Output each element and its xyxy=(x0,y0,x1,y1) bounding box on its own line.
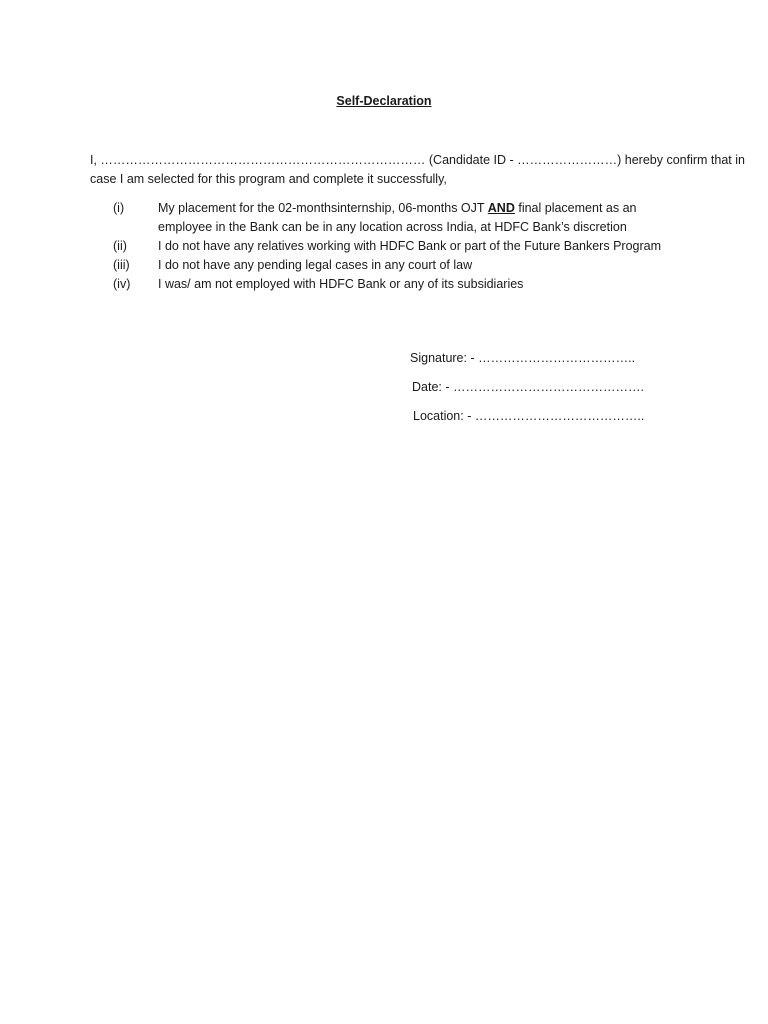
location-line: Location: - ………………………………….. xyxy=(413,409,645,423)
date-line: Date: - ………………………………………. xyxy=(412,380,644,394)
list-item-line-2: employee in the Bank can be in any location across India, at HDFC Bank’s discretion xyxy=(158,220,627,234)
emphasis-and: AND xyxy=(487,201,515,215)
list-item-number: (i) xyxy=(113,201,125,215)
list-item-number: (iii) xyxy=(113,258,130,272)
declaration-list xyxy=(113,199,713,294)
list-item-text: I do not have any relatives working with HDFC Bank or part of the Future Bankers Program xyxy=(158,239,662,253)
list-item-text-before: My placement for the 02-monthsinternship, 06-months OJT xyxy=(158,201,488,215)
intro-line-1: I, …………………………………………………………………… (Candidate ID - ……………………) hereby confirm that in xyxy=(90,153,745,167)
list-item-line xyxy=(158,199,713,218)
list-item xyxy=(113,256,713,275)
list-item-text xyxy=(158,199,713,237)
list-item-text: I do not have any pending legal cases in any court of law xyxy=(158,258,473,272)
list-item-text-after: final placement as an xyxy=(514,201,637,215)
intro-line-2: case I am selected for this program and complete it successfully, xyxy=(90,172,447,186)
declaration-intro xyxy=(90,151,745,189)
list-item-number: (iv) xyxy=(113,277,131,291)
signature-line: Signature: - ……………………………….. xyxy=(410,351,636,365)
list-item xyxy=(113,237,713,256)
list-item-number: (ii) xyxy=(113,239,127,253)
list-item xyxy=(113,275,713,294)
page-title: Self-Declaration xyxy=(336,94,432,108)
list-item-text: I was/ am not employed with HDFC Bank or any of its subsidiaries xyxy=(158,277,524,291)
list-item xyxy=(113,199,713,237)
